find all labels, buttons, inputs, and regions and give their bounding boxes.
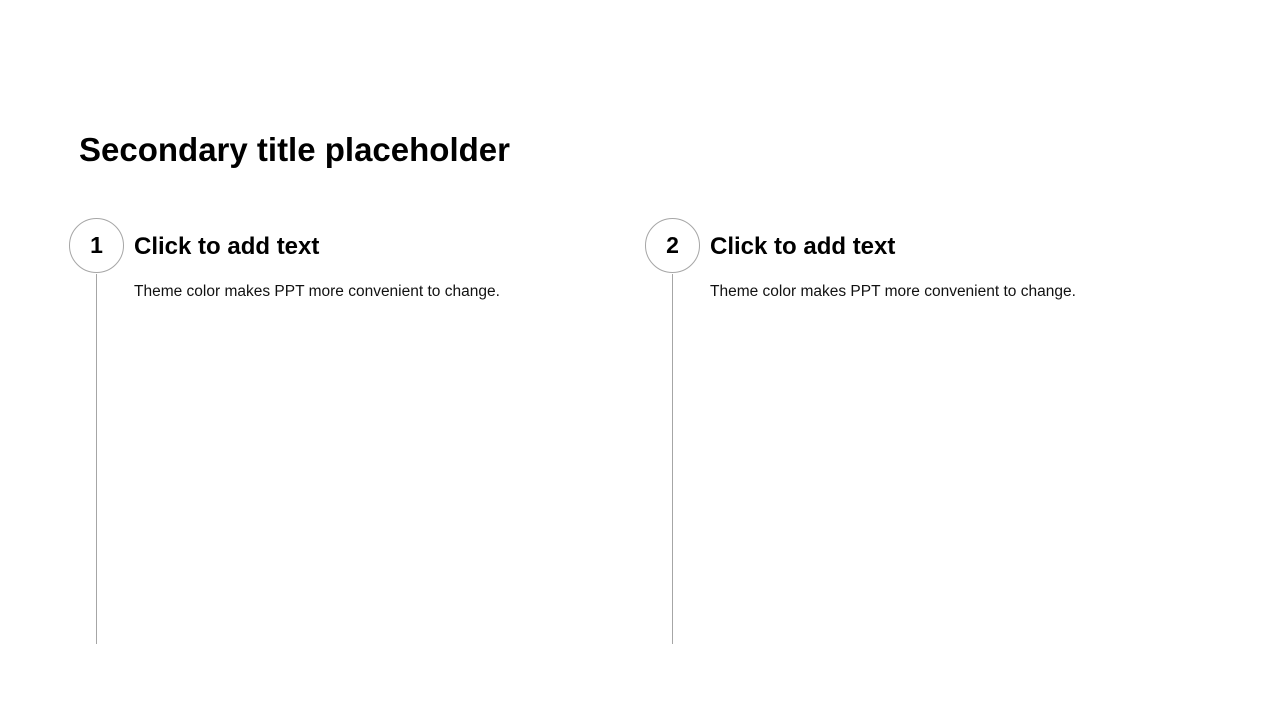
- slide-title[interactable]: Secondary title placeholder: [79, 131, 510, 168]
- item-body-text[interactable]: Theme color makes PPT more convenient to change.: [710, 283, 1076, 300]
- item-column-1: [69, 218, 629, 646]
- timeline-line: [96, 274, 97, 644]
- item-column-2: [645, 218, 1205, 646]
- number-badge: 2: [645, 218, 700, 273]
- item-heading-placeholder[interactable]: Click to add text: [134, 233, 320, 260]
- timeline-line: [672, 274, 673, 644]
- item-heading-placeholder[interactable]: Click to add text: [710, 233, 896, 260]
- item-body-text[interactable]: Theme color makes PPT more convenient to change.: [134, 283, 500, 300]
- number-badge: 1: [69, 218, 124, 273]
